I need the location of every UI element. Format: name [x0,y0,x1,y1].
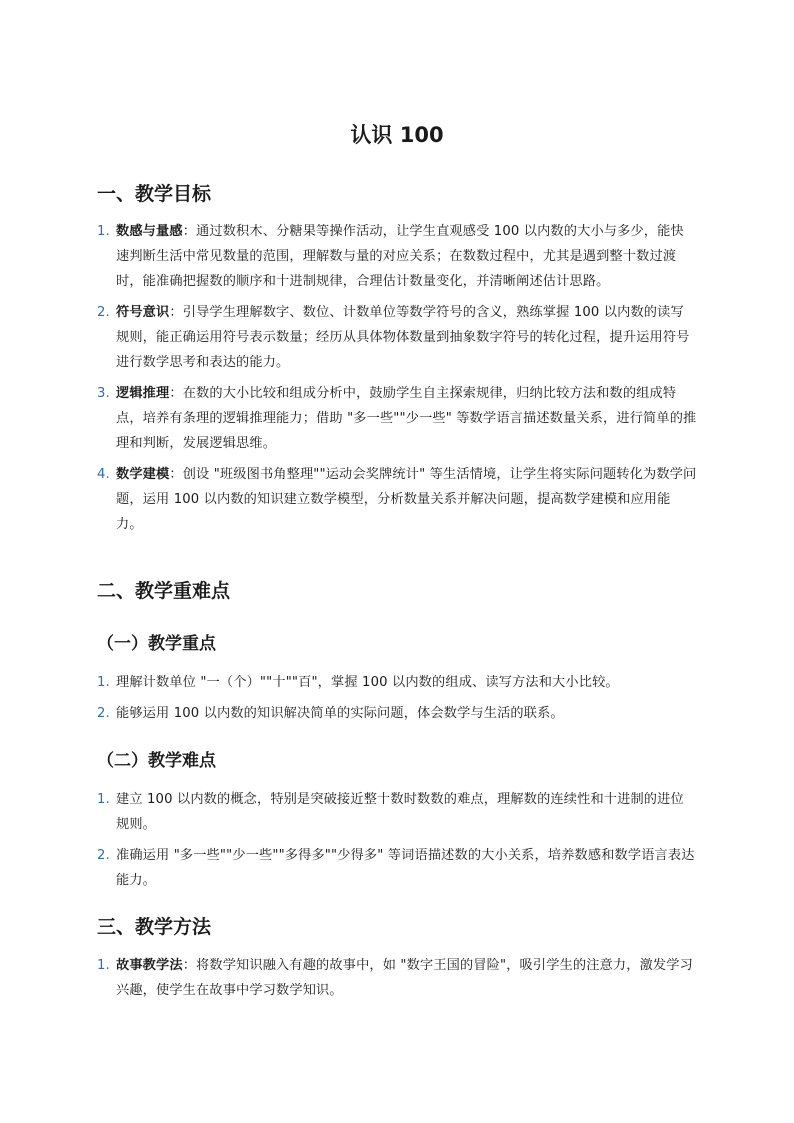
list-number: 4. [97,467,110,482]
item-text: ：将数学知识融入有趣的故事中，如 "数字王国的冒险"，吸引学生的注意力，激发学习兴趣，使学生在故事中学习数学知识。 [116,958,693,998]
item-text: ：创设 "班级图书角整理""运动会奖牌统计" 等生活情境，让学生将实际问题转化为数学问题，运用 100 以内数的知识建立数学模型，分析数量关系并解决问题，提高数学建模和应用能力。 [116,467,697,532]
item-term: 逻辑推理 [116,386,170,401]
key-points-list [97,670,697,726]
list-item [97,787,697,837]
list-item [97,381,697,456]
section-heading-key-difficult-points: 二、教学重难点 [97,580,231,602]
item-term: 数学建模 [116,467,170,482]
subsection-heading-difficult-points: （二）教学难点 [97,751,216,771]
section-heading-teaching-goals: 一、教学目标 [97,183,212,205]
list-number: 1. [97,958,110,973]
item-term: 符号意识 [116,305,170,320]
list-item [97,300,697,375]
list-number: 2. [97,305,110,320]
list-number: 1. [97,792,110,807]
list-item [97,670,697,695]
list-number: 2. [97,848,110,863]
document-title: 认识 100 [350,123,444,147]
list-item [97,219,697,294]
section-heading-teaching-methods: 三、教学方法 [97,916,212,938]
subsection-heading-key-points: （一）教学重点 [97,634,216,654]
list-item [97,843,697,893]
teaching-goals-list [97,219,697,537]
item-text: ：引导学生理解数字、数位、计数单位等数学符号的含义，熟练掌握 100 以内数的读写规则，能正确运用符号表示数量；经历从具体物体数量到抽象数字符号的转化过程，提升运用符号进行数学思考和表达的能力。 [116,305,690,370]
item-text: ：在数的大小比较和组成分析中，鼓励学生自主探索规律，归纳比较方法和数的组成特点，培养有条理的逻辑推理能力；借助 "多一些""少一些" 等数学语言描述数量关系，进行简单的推理和判断，发展逻辑思维。 [116,386,697,451]
teaching-methods-list [97,953,697,1003]
item-text: 准确运用 "多一些""少一些""多得多""少得多" 等词语描述数的大小关系，培养数感和数学语言表达能力。 [116,848,695,888]
list-number: 3. [97,386,110,401]
list-number: 1. [97,224,110,239]
list-item [97,953,697,1003]
difficult-points-list [97,787,697,893]
list-item [97,701,697,726]
item-text: 建立 100 以内数的概念，特别是突破接近整十数时数数的难点，理解数的连续性和十进制的进位规则。 [116,792,684,832]
item-text: 理解计数单位 "一（个）""十""百"，掌握 100 以内数的组成、读写方法和大小比较。 [116,675,619,690]
item-text: 能够运用 100 以内数的知识解决简单的实际问题，体会数学与生活的联系。 [116,706,564,721]
item-text: ：通过数积木、分糖果等操作活动，让学生直观感受 100 以内数的大小与多少，能快速判断生活中常见数量的范围，理解数与量的对应关系；在数数过程中，尤其是遇到整十数过渡时，能准确把握数的顺序和十进制规律，合理估计数量变化，并清晰阐述估计思路。 [116,224,684,289]
list-number: 1. [97,675,110,690]
list-number: 2. [97,706,110,721]
list-item [97,462,697,537]
item-term: 数感与量感 [116,224,183,239]
item-term: 故事教学法 [116,958,183,973]
